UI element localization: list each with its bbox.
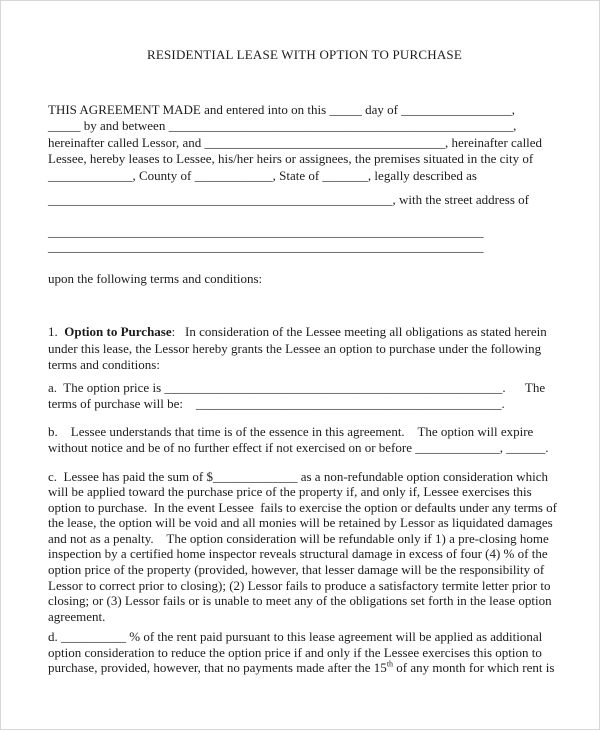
clause-a (48, 380, 561, 413)
intro-line-3: hereinafter called Lessor, and _____________________________________, hereinafter called (48, 134, 543, 150)
section-1-line-1 (48, 324, 561, 341)
clause-d-line-3-before: purchase, provided, however, that no payments made after the 15 (48, 660, 387, 676)
clause-c-line-5: and not as a penalty. The option consideration will be refundable only if 1) a pre-closing home (48, 530, 549, 546)
section-1-line-1-rest: : In consideration of the Lessee meeting all obligations as stated herein (171, 324, 547, 339)
blank-line-2: ___________________________________________________________________ (48, 238, 484, 254)
clause-a-line-1: a. The option price is ____________________________________________________. The (48, 379, 546, 395)
clause-b-line-2: without notice and be of no further effect if not exercised on or before _____________, ______. (48, 440, 549, 455)
terms-lead-in (48, 271, 561, 288)
blank-line-1: ___________________________________________________________________ (48, 223, 484, 239)
street-address-line (48, 192, 561, 209)
document-title: RESIDENTIAL LEASE WITH OPTION TO PURCHASE (146, 47, 463, 62)
clause-c-line-10: agreement. (48, 608, 106, 624)
clause-c-line-9: closing; or (3) Lessor fails or is unable to meet any of the obligations set forth in the lease option (48, 593, 552, 609)
section-1-line-3: terms and conditions: (48, 357, 160, 372)
intro-line-2: _____ by and between _____________________________________________________, (48, 118, 517, 133)
section-1-option-to-purchase (48, 324, 561, 374)
clause-d-line-1: d. __________ % of the rent paid pursuant to this lease agreement will be applied as additional (48, 629, 543, 645)
clause-c-line-6: inspection by a certified home inspector reveals structural damage in excess of four (4) % of the (48, 546, 548, 562)
street-address-text: _____________________________________________________, with the street address of (48, 192, 529, 207)
clause-c-line-3: option to purchase. In the event Lessee fails to exercise the option or defaults under any terms of (48, 499, 558, 515)
legal-description-blank-lines (48, 224, 561, 254)
clause-c-line-4: the lease, the option will be void and all monies will be retained by Lessor as liquidated damages (48, 515, 553, 531)
clause-b-line-1: b. Lessee understands that time is of the essence in this agreement. The option will expire (48, 423, 534, 439)
section-1-line-2: under this lease, the Lessor hereby grants the Lessee an option to purchase under the following (48, 340, 542, 356)
clause-d-line-2: option consideration to reduce the option price if and only if the Lessee exercises this option to (48, 644, 542, 660)
intro-paragraph (48, 102, 561, 185)
clause-b (48, 424, 561, 457)
clause-d (48, 629, 561, 676)
intro-line-4: Lessee, hereby leases to Lessee, his/her heirs or assignees, the premises situated in the city of (48, 151, 534, 166)
intro-line-1: THIS AGREEMENT MADE and entered into on this _____ day of _________________, (48, 101, 515, 117)
clause-c (48, 469, 561, 625)
terms-lead-in-text: upon the following terms and conditions: (48, 270, 263, 286)
clause-c-line-1: c. Lessee has paid the sum of $_____________ as a non-refundable option consideration which (48, 468, 549, 484)
clause-c-line-8: Lessor to correct prior to closing); (2) Lessor fails to produce a satisfactory termite letter prior to (48, 577, 551, 593)
clause-c-line-7: option price of the property (provided, however, that lesser damage will be the responsibility of (48, 562, 545, 578)
clause-d-line-3 (48, 660, 561, 676)
clause-a-line-2: terms of purchase will be: _______________________________________________. (48, 396, 505, 411)
section-1-number: 1. (48, 324, 65, 339)
clause-d-line-3-after: of any month for which rent is (393, 660, 555, 676)
intro-line-5: _____________, County of ____________, State of _______, legally described as (48, 167, 477, 183)
clause-c-line-2: will be applied toward the purchase price of the property if, and only if, Lessee exercises this (48, 484, 532, 500)
section-1-heading: Option to Purchase (64, 324, 172, 339)
clause-d-ordinal-suffix: th (386, 660, 394, 670)
